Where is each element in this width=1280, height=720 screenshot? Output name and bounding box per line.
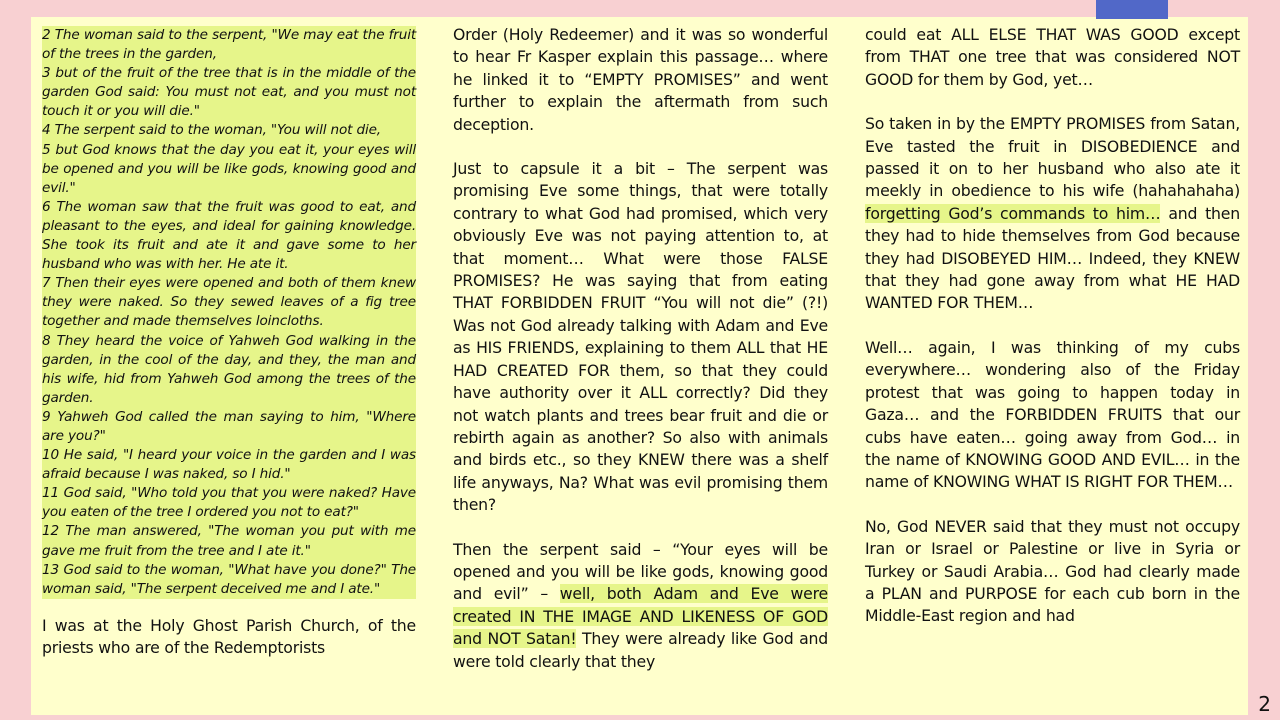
- verse-8: 8 They heard the voice of Yahweh God walking in the garden, in the cool of the day, and they, the man and his wife, hid from Yahweh God among the trees of the garden.: [42, 332, 416, 406]
- text-run: and then they had to hide themselves from God because they had DISOBEYED HIM… Indeed, they KNEW that they had gone away from what HE HAD WANTED FOR THEM…: [865, 203, 1240, 313]
- verse-9: 9 Yahweh God called the man saying to him, "Where are you?": [42, 408, 416, 444]
- verse-10: 10 He said, "I heard your voice in the garden and I was afraid because I was naked, so I hid.": [42, 447, 416, 483]
- text-run: Then the serpent said – “Your eyes will be opened and you will be like gods, knowing good and evil” –: [453, 539, 828, 604]
- slide-tab-marker: [1096, 0, 1168, 19]
- column-2: [453, 24, 828, 673]
- verse-3: 3 but of the fruit of the tree that is in the middle of the garden God said: You must not eat, and you must not touch it or you will die.": [42, 65, 416, 120]
- intro-paragraph: I was at the Holy Ghost Parish Church, of the priests who are of the Redemptorists: [42, 615, 416, 658]
- highlighted-text: forgetting God’s commands to him…: [865, 203, 1161, 223]
- highlighted-text: well, both Adam and Eve were created IN THE IMAGE AND LIKENESS OF GOD and NOT Satan!: [453, 584, 828, 649]
- verse-11: 11 God said, "Who told you that you were naked? Have you eaten of the tree I ordered you not to eat?": [42, 485, 416, 521]
- verse-12: 12 The man answered, "The woman you put with me gave me fruit from the tree and I ate it.": [42, 523, 416, 559]
- verse-13: 13 God said to the woman, "What have you done?" The woman said, "The serpent deceived me and I ate.": [42, 561, 416, 597]
- column-3: [865, 24, 1240, 628]
- page-number: 2: [1258, 692, 1271, 716]
- verse-2: 2 The woman said to the serpent, "We may eat the fruit of the trees in the garden,: [42, 27, 416, 63]
- paragraph: [453, 539, 828, 673]
- column-1: [42, 26, 416, 660]
- paragraph: Just to capsule it a bit – The serpent was promising Eve some things, that were totally contrary to what God had promised, which very obviously Eve was not paying attention to, at that moment… What were those FALSE PROMISES? He was saying that from eating THAT FORBIDDEN FRUIT “You will not die” (?!) Was not God already talking with Adam and Eve as HIS FRIENDS, explaining to them ALL that HE HAD CREATED FOR them, so that they could have authority over it ALL correctly? Did they not watch plants and trees bear fruit and die or rebirth again as another? So also with animals and birds etc., so they KNEW there was a shelf life anyways, Na? What was evil promising them then?: [453, 159, 828, 515]
- paragraph: Well… again, I was thinking of my cubs everywhere… wondering also of the Friday protest that was going to happen today in Gaza… and the FORBIDDEN FRUITS that our cubs have eaten… going away from God… in the name of KNOWING GOOD AND EVIL… in the name of KNOWING WHAT IS RIGHT FOR THEM…: [865, 337, 1240, 492]
- verse-5: 5 but God knows that the day you eat it, your eyes will be opened and you will be like gods, knowing good and evil.": [42, 141, 416, 196]
- paragraph: could eat ALL ELSE THAT WAS GOOD except from THAT one tree that was considered NOT GOOD for them by God, yet…: [865, 25, 1240, 89]
- text-run: So taken in by the EMPTY PROMISES from Satan, Eve tasted the fruit in DISOBEDIENCE and passed it on to her husband who also ate it meekly in obedience to his wife (hahahahaha): [865, 114, 1240, 201]
- paragraph: Order (Holy Redeemer) and it was so wonderful to hear Fr Kasper explain this passage… where he linked it to “EMPTY PROMISES” and went further to explain the aftermath from such deception.: [453, 25, 828, 134]
- text-run: They were already like God and were told clearly that they: [453, 629, 829, 671]
- verse-7: 7 Then their eyes were opened and both of them knew they were naked. So they sewed leaves of a fig tree together and made themselves loincloths.: [42, 275, 416, 330]
- scripture-passage: [42, 26, 416, 599]
- paragraph: [865, 113, 1240, 315]
- verse-6: 6 The woman saw that the fruit was good to eat, and pleasant to the eyes, and ideal for gaining knowledge. She took its fruit and ate it and gave some to her husband who was with her. He ate it.: [42, 198, 416, 273]
- paragraph: No, God NEVER said that they must not occupy Iran or Israel or Palestine or live in Syria or Turkey or Saudi Arabia… God had clearly made a PLAN and PURPOSE for each cub born in the Middle-East region and had: [865, 516, 1240, 626]
- verse-4: 4 The serpent said to the woman, "You will not die,: [42, 122, 381, 139]
